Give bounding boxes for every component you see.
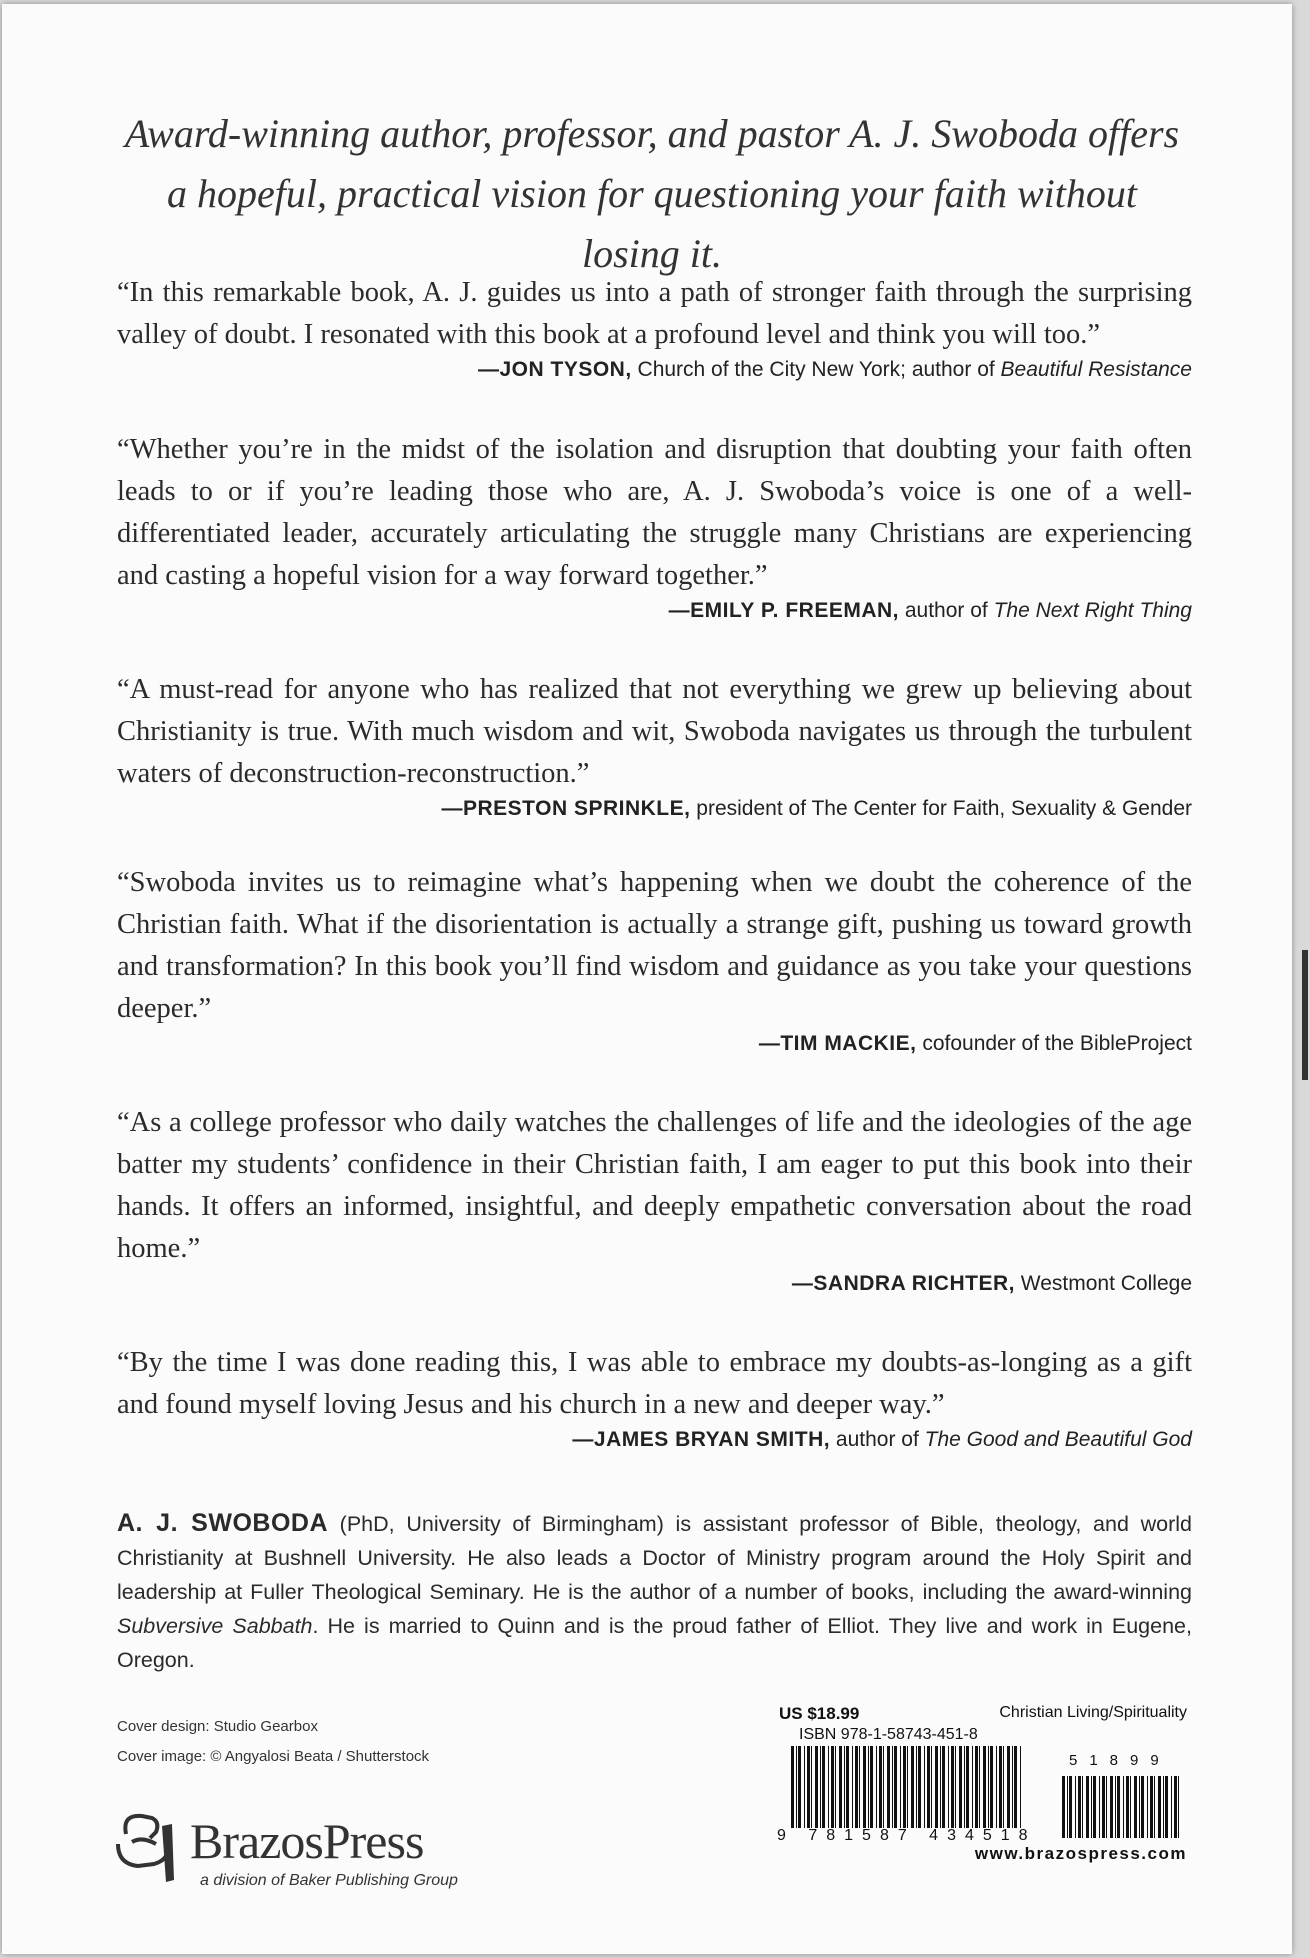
barcode-bar (924, 1746, 925, 1828)
barcode-bar (988, 1746, 989, 1828)
barcode-bar (822, 1746, 825, 1828)
barcode-bar (1012, 1746, 1013, 1828)
endorsement-attribution (117, 1032, 1192, 1056)
endorsement-quote: “As a college professor who daily watches the challenges of life and the ideologies of the age batter my students’ confidence in their Christian faith, I am eager to put this book into their hands. It offers an informed, insightful, and deeply empathetic conversation about the road home.” (117, 1107, 1192, 1264)
barcode-bar (846, 1746, 849, 1828)
barcode-bar (903, 1746, 906, 1828)
endorser-affiliation: president of The Center for Faith, Sexuality & Gender (690, 797, 1192, 820)
barcode-bar (1007, 1746, 1010, 1828)
cover-image-credit: Cover image: © Angyalosi Beata / Shutterstock (117, 1748, 430, 1765)
endorsement-quote: “In this remarkable book, A. J. guides us into a path of stronger faith through the surprising valley of doubt. I resonated with this book at a profound level and think you will too.” (117, 277, 1192, 350)
barcode-bar (955, 1746, 956, 1828)
barcode-bar (876, 1746, 877, 1828)
barcode-bar (975, 1746, 978, 1828)
main-barcode-bars (791, 1746, 1021, 1828)
endorser-affiliation: author of (830, 1428, 925, 1451)
barcode-bar (839, 1746, 842, 1828)
barcode-bar (1130, 1776, 1131, 1838)
barcode-bar (927, 1746, 930, 1828)
barcode-bar (835, 1746, 836, 1828)
barcode-bar (1020, 1746, 1021, 1828)
barcode-bar (796, 1746, 797, 1828)
cover-design-credit: Cover design: Studio Gearbox (117, 1718, 318, 1735)
barcode-bar (1158, 1776, 1161, 1838)
barcode-bar (979, 1746, 980, 1828)
barcode-bar (1163, 1776, 1164, 1838)
category: Christian Living/Spirituality (999, 1704, 1187, 1721)
barcode-bar (1102, 1776, 1105, 1838)
author-name: A. J. SWOBODA (117, 1509, 328, 1537)
barcode-bar (855, 1746, 858, 1828)
barcode-bar (1123, 1776, 1124, 1838)
barcode-bar (1141, 1776, 1144, 1838)
barcode-bar (964, 1746, 965, 1828)
endorsement-6 (117, 1342, 1192, 1452)
barcode-bar (935, 1746, 938, 1828)
endorsement-attribution (117, 358, 1192, 382)
isbn: ISBN 978-1-58743-451-8 (799, 1726, 978, 1743)
barcode-bar (1067, 1776, 1068, 1838)
endorser-work: Beautiful Resistance (1000, 358, 1192, 381)
barcode-bar (966, 1746, 969, 1828)
barcode-bar (948, 1746, 949, 1828)
endorsement-quote: “By the time I was done reading this, I was able to embrace my doubts-as-longing as a gift and found myself loving Jesus and his church in a new and deeper way.” (117, 1347, 1192, 1420)
endorsement-5 (117, 1102, 1192, 1296)
barcode-bar (1069, 1776, 1072, 1838)
endorsement-quote: “Swoboda invites us to reimagine what’s happening when we doubt the coherence of the Christian faith. What if the disorientation is actually a strange gift, pushing us toward growth and transformation? In this book you’ll find wisdom and guidance as you take your questions deeper.” (117, 867, 1192, 1024)
barcode-bar (1117, 1776, 1120, 1838)
author-bio (117, 1506, 1192, 1677)
barcode-bar (791, 1746, 794, 1828)
barcode-bar (894, 1746, 897, 1828)
barcode-bar (883, 1746, 884, 1828)
barcode-bar (1178, 1776, 1179, 1838)
endorsement-attribution (117, 1428, 1192, 1452)
barcode-bar (931, 1746, 932, 1828)
endorser-work: The Next Right Thing (993, 599, 1192, 622)
bio-text: (PhD, University of Birmingham) is assistant professor of Bible, theology, and world Christianity at Bushnell University. He also leads a Doctor of Ministry program around the Holy Spirit and leadership at Fuller Theological Seminary. He is the author of a number of books, including the award-winning (117, 1512, 1192, 1604)
endorser-affiliation: Church of the City New York; author of (631, 358, 1001, 381)
endorsement-attribution (117, 1272, 1192, 1296)
barcode-bar (1150, 1776, 1153, 1838)
barcode-bar (1154, 1776, 1155, 1838)
endorser-affiliation: Westmont College (1014, 1272, 1192, 1295)
barcode-bar (1106, 1776, 1107, 1838)
barcode-bar (1110, 1776, 1113, 1838)
tagline: Award-winning author, professor, and pastor A. J. Swoboda offers a hopeful, practical vision for questioning your faith without losing it. (124, 111, 1180, 276)
barcode-bar (918, 1746, 921, 1828)
endorser-name: —EMILY P. FREEMAN, (668, 599, 899, 622)
publisher-logo (112, 1802, 512, 1902)
cover-credits (117, 1712, 429, 1772)
barcode-bar (972, 1746, 973, 1828)
barcode-bar (1075, 1776, 1076, 1838)
price: US $18.99 (779, 1704, 860, 1723)
barcode-bar (879, 1746, 882, 1828)
endorser-name: —JAMES BRYAN SMITH, (572, 1428, 831, 1451)
bio-book-title: Subversive Sabbath (117, 1614, 313, 1638)
endorser-name: —PRESTON SPRINKLE, (441, 797, 691, 820)
endorsement-attribution (117, 797, 1192, 821)
barcode-digits: 9 781587 434518 (777, 1827, 1037, 1844)
barcode-bar (831, 1746, 834, 1828)
barcode-bar (815, 1746, 818, 1828)
barcode-bar (1014, 1746, 1017, 1828)
publisher-division: a division of Baker Publishing Group (200, 1872, 458, 1889)
barcode-bar (807, 1746, 810, 1828)
barcode-bar (1003, 1746, 1004, 1828)
barcode-bar (844, 1746, 845, 1828)
barcode-bar (996, 1746, 997, 1828)
barcode-bar (999, 1746, 1002, 1828)
endorser-name: —JON TYSON, (477, 358, 632, 381)
barcode-bar (1171, 1776, 1172, 1838)
endorsement-3 (117, 669, 1192, 821)
barcode-bar (1174, 1776, 1177, 1838)
brazos-press-icon (112, 1804, 192, 1884)
barcode-bar (1126, 1776, 1129, 1838)
barcode-bar (804, 1746, 805, 1828)
barcode-bar (1091, 1776, 1092, 1838)
barcode-bar (911, 1746, 914, 1828)
barcode-graphic (777, 1704, 1187, 1844)
barcode-bar (942, 1746, 945, 1828)
barcode-block (777, 1704, 1187, 1884)
barcode-bar (828, 1746, 829, 1828)
addon-barcode-bars (1062, 1776, 1179, 1838)
barcode-bar (900, 1746, 901, 1828)
endorsement-4 (117, 862, 1192, 1056)
barcode-bar (798, 1746, 801, 1828)
publisher-url: www.brazospress.com (974, 1844, 1187, 1863)
bio-text-end: . He is married to Quinn and is the proud father of Elliot. They live and work in Eugene, Oregon. (117, 1614, 1192, 1672)
barcode-bar (820, 1746, 821, 1828)
barcode-bar (863, 1746, 866, 1828)
endorsement-2 (117, 429, 1192, 623)
spine-mark (1302, 950, 1308, 1080)
endorser-name: —SANDRA RICHTER, (791, 1272, 1015, 1295)
barcode-bar (1078, 1776, 1081, 1838)
endorsement-quote: “A must-read for anyone who has realized that not everything we grew up believing about Christianity is true. With much wisdom and wit, Swoboda navigates us through the turbulent waters of deconstruction-reconstruction.” (117, 674, 1192, 789)
barcode-bar (907, 1746, 908, 1828)
publisher-name: BrazosPress (190, 1813, 424, 1869)
barcode-bar (983, 1746, 986, 1828)
endorsement-attribution (117, 599, 1192, 623)
barcode-bar (868, 1746, 869, 1828)
endorsement-1 (117, 272, 1192, 382)
barcode-bar (1134, 1776, 1137, 1838)
barcode-bar (852, 1746, 853, 1828)
barcode-bar (892, 1746, 893, 1828)
barcode-bar (859, 1746, 860, 1828)
barcode-bar (1147, 1776, 1148, 1838)
barcode-bar (1093, 1776, 1096, 1838)
barcode-bar (916, 1746, 917, 1828)
back-cover (2, 4, 1292, 1954)
barcode-bar (1082, 1776, 1083, 1838)
barcode-bar (1165, 1776, 1168, 1838)
barcode-bar (940, 1746, 941, 1828)
endorser-work: The Good and Beautiful God (924, 1428, 1192, 1451)
endorser-affiliation: author of (899, 599, 994, 622)
barcode-bar (811, 1746, 812, 1828)
addon-digits: 51899 (1069, 1752, 1171, 1769)
endorser-name: —TIM MACKIE, (758, 1032, 917, 1055)
barcode-bar (951, 1746, 954, 1828)
barcode-bar (1139, 1776, 1140, 1838)
endorser-affiliation: cofounder of the BibleProject (916, 1032, 1192, 1055)
barcode-bar (1115, 1776, 1116, 1838)
barcode-bar (870, 1746, 873, 1828)
barcode-bar (990, 1746, 993, 1828)
endorsement-quote: “Whether you’re in the midst of the isolation and disruption that doubting your faith often leads to or if you’re leading those who are, A. J. Swoboda’s voice is one of a well-differentiated leader, accurately articulating the struggle many Christians are experiencing and casting a hopeful vision for a way forward together.” (117, 434, 1192, 591)
barcode-bar (1062, 1776, 1065, 1838)
barcode-bar (959, 1746, 962, 1828)
barcode-bar (1099, 1776, 1100, 1838)
barcode-bar (887, 1746, 890, 1828)
barcode-bar (1086, 1776, 1089, 1838)
